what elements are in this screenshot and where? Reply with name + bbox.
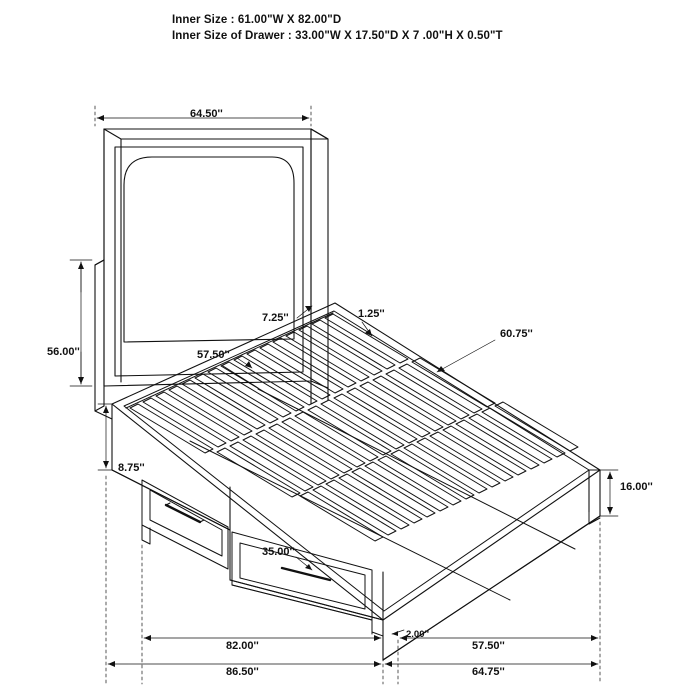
dim-label-slat-gap: 7.25'' [262,312,289,324]
dim-label-slat-width: 1.25'' [358,308,385,320]
dim-label-bed-length: 60.75'' [500,328,533,340]
dim-label-bottom-right: 57.50'' [472,640,505,652]
inner-drawer-size-text: Inner Size of Drawer : 33.00"W X 17.50"D X 7 .00"H X 0.50"T [172,30,503,42]
dim-label-drawer-width: 35.00'' [262,546,295,558]
dim-label-side-height: 16.00'' [620,481,653,493]
bed-rails [112,419,600,660]
headboard [95,129,328,419]
dim-label-inner-width: 57.50'' [197,349,230,361]
dim-label-overall-length: 86.50'' [226,666,259,678]
dim-label-overall-width: 64.75'' [472,666,505,678]
dim-label-headboard-height: 56.00'' [47,346,80,358]
dim-label-top-width: 64.50'' [190,108,223,120]
dim-label-bottom-inner: 82.00'' [226,640,259,652]
dim-label-clearance: 2.00'' [406,629,430,640]
dim-label-rail-height: 8.75'' [118,462,145,474]
inner-size-text: Inner Size : 61.00"W X 82.00"D [172,14,342,26]
